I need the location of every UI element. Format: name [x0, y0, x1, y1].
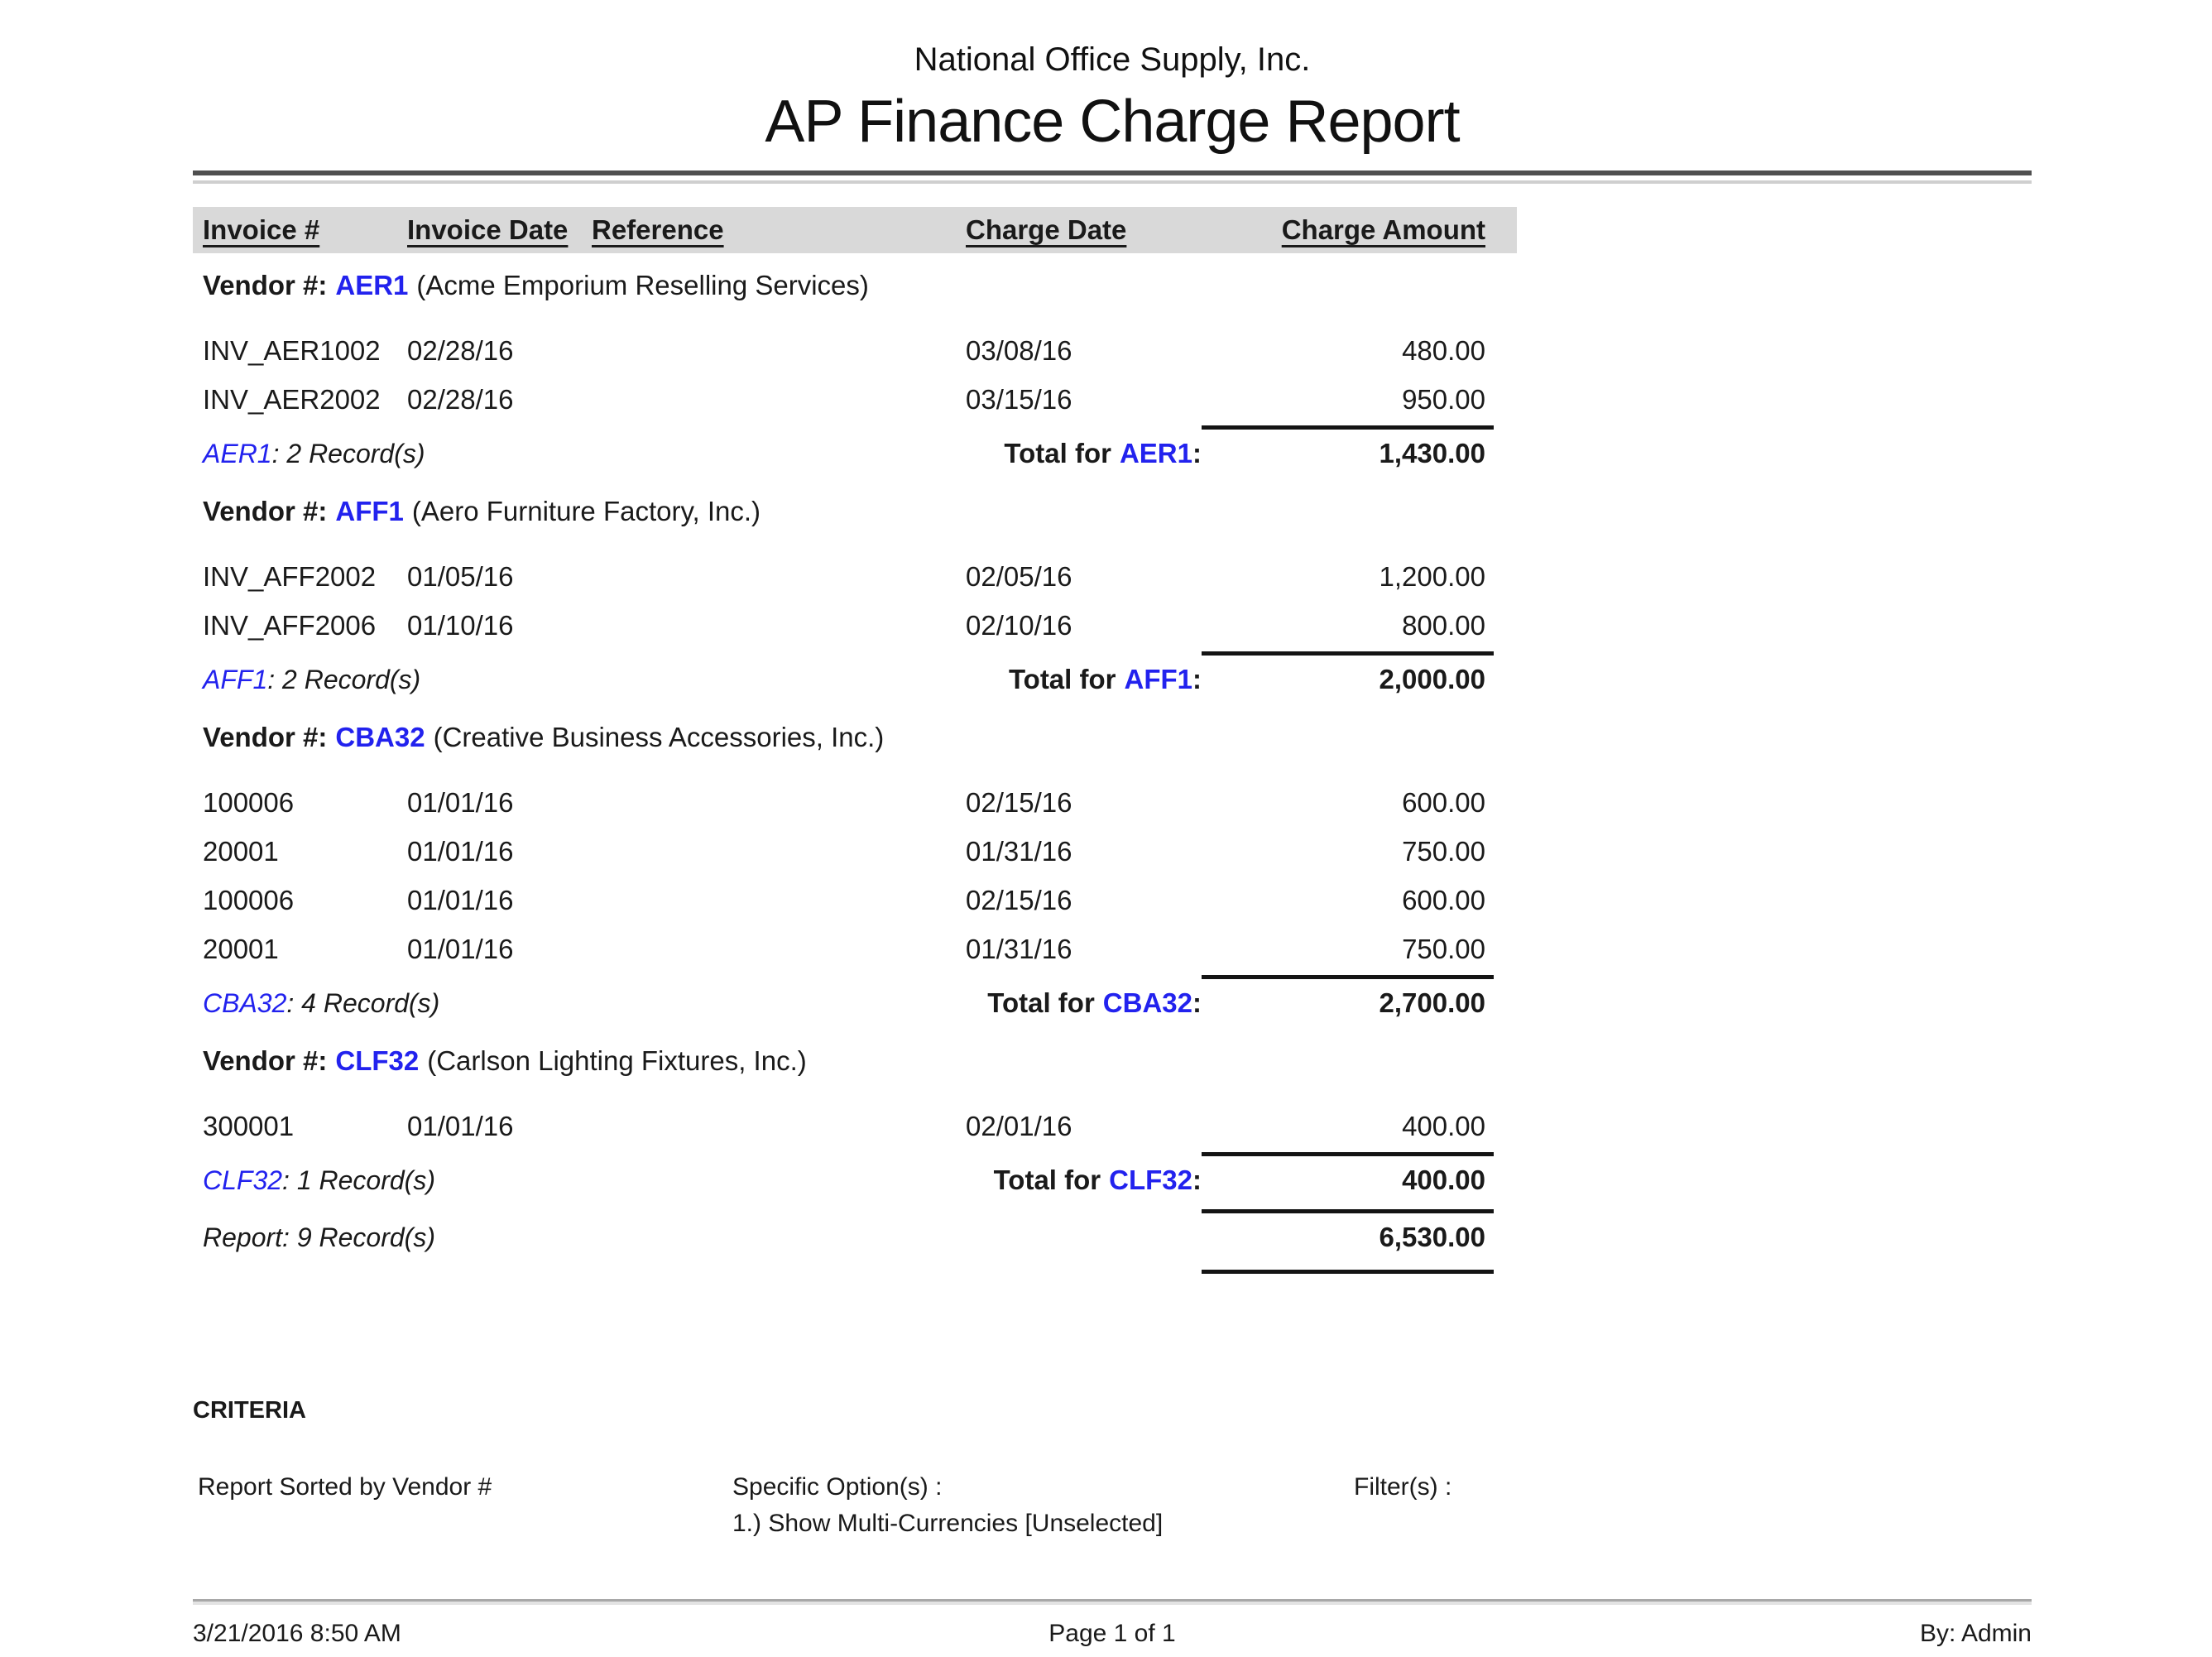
vendor-header — [193, 1042, 1517, 1080]
record-count-text: : 1 Record(s) — [282, 1165, 435, 1195]
report-total-overline — [1202, 1209, 1494, 1213]
footer-page-number: Page 1 of 1 — [1048, 1620, 1176, 1647]
record-count-vendor-code: CLF32 — [203, 1165, 283, 1195]
vendor-name: (Aero Furniture Factory, Inc.) — [411, 496, 761, 526]
charges-table — [193, 207, 1517, 1274]
column-header-charge-date: Charge Date — [966, 214, 1127, 245]
total-vendor-code: AFF1 — [1124, 664, 1192, 694]
criteria-specific-options — [732, 1473, 1163, 1538]
charge-date-cell: 03/08/16 — [966, 334, 1072, 366]
charge-amount-cell: 600.00 — [1402, 884, 1485, 915]
charge-amount-cell: 950.00 — [1402, 383, 1485, 415]
vendor-header — [193, 492, 1517, 531]
title-divider — [193, 171, 2032, 184]
record-count-text: : 2 Record(s) — [271, 438, 425, 468]
vendor-code: CBA32 — [335, 722, 425, 752]
vendor-total-row — [193, 984, 1517, 1022]
total-for-label: Total for — [987, 987, 1095, 1018]
charge-amount-cell: 400.00 — [1402, 1110, 1485, 1141]
vendor-total-label — [987, 987, 1202, 1019]
total-colon: : — [1192, 664, 1202, 694]
vendor-code: CLF32 — [335, 1045, 420, 1076]
invoice-date-cell: 01/01/16 — [407, 1110, 514, 1141]
charge-amount-cell: 1,200.00 — [1379, 560, 1485, 592]
vendor-total-amount: 1,430.00 — [1379, 438, 1485, 468]
vendor-prefix-label: Vendor #: — [203, 496, 328, 526]
page-footer — [193, 1599, 2032, 1653]
table-row — [193, 1102, 1517, 1150]
vendor-code: AER1 — [335, 270, 409, 300]
record-count-note — [193, 1165, 994, 1196]
column-header-invoice-date: Invoice Date — [407, 214, 569, 245]
record-count-note — [193, 439, 1004, 469]
total-overline — [1202, 1152, 1494, 1156]
criteria-filters-label: Filter(s) : — [1354, 1473, 1452, 1501]
report-total-amount: 6,530.00 — [1379, 1222, 1485, 1252]
record-count-note — [193, 665, 1009, 695]
specific-options-label: Specific Option(s) : — [732, 1473, 943, 1501]
invoice-cell: INV_AER1002 — [203, 334, 381, 366]
charge-date-cell: 02/01/16 — [966, 1110, 1072, 1141]
vendor-prefix-label: Vendor #: — [203, 722, 328, 752]
table-row — [193, 552, 1517, 601]
vendor-name: (Creative Business Accessories, Inc.) — [433, 722, 885, 752]
vendor-total-amount: 400.00 — [1402, 1165, 1485, 1195]
total-overline — [1202, 425, 1494, 430]
total-overline — [1202, 975, 1494, 979]
total-for-label: Total for — [1008, 664, 1116, 694]
vendor-total-label — [1004, 438, 1202, 469]
record-count-note — [193, 988, 987, 1019]
criteria-heading: CRITERIA — [193, 1397, 306, 1424]
specific-option-item: 1.) Show Multi-Currencies [Unselected] — [732, 1510, 1164, 1537]
table-row — [193, 876, 1517, 925]
table-row — [193, 925, 1517, 973]
vendor-name: (Carlson Lighting Fixtures, Inc.) — [427, 1045, 807, 1076]
invoice-cell: INV_AFF2006 — [203, 609, 377, 641]
footer-datetime: 3/21/2016 8:50 AM — [193, 1620, 401, 1647]
invoice-date-cell: 01/05/16 — [407, 560, 514, 592]
invoice-cell: INV_AER2002 — [203, 383, 381, 415]
company-name: National Office Supply, Inc. — [914, 41, 1311, 78]
vendor-name: (Acme Emporium Reselling Services) — [416, 270, 869, 300]
total-colon: : — [1192, 987, 1202, 1018]
vendor-header — [193, 718, 1517, 756]
charge-date-cell: 02/15/16 — [966, 786, 1072, 818]
charge-amount-cell: 600.00 — [1402, 786, 1485, 818]
total-vendor-code: AER1 — [1119, 438, 1192, 468]
invoice-date-cell: 01/10/16 — [407, 609, 514, 641]
vendor-total-row — [193, 435, 1517, 473]
invoice-cell: 300001 — [203, 1110, 295, 1141]
charge-date-cell: 02/10/16 — [966, 609, 1072, 641]
column-header-invoice: Invoice # — [203, 214, 320, 245]
record-count-text: : 4 Record(s) — [286, 987, 440, 1018]
column-header-reference: Reference — [592, 214, 724, 245]
invoice-date-cell: 01/01/16 — [407, 884, 514, 915]
invoice-date-cell: 02/28/16 — [407, 334, 514, 366]
footer-user: By: Admin — [1919, 1620, 2032, 1647]
table-row — [193, 827, 1517, 876]
invoice-cell: 20001 — [203, 835, 279, 867]
invoice-date-cell: 01/01/16 — [407, 786, 514, 818]
report-summary-row — [193, 1218, 1517, 1256]
table-row — [193, 375, 1517, 424]
vendor-header — [193, 267, 1517, 305]
total-colon: : — [1192, 1165, 1202, 1195]
vendor-total-amount: 2,700.00 — [1379, 987, 1485, 1018]
table-row — [193, 778, 1517, 827]
invoice-cell: 100006 — [203, 884, 295, 915]
invoice-date-cell: 01/01/16 — [407, 933, 514, 964]
vendor-prefix-label: Vendor #: — [203, 270, 328, 300]
table-row — [193, 326, 1517, 375]
record-count-vendor-code: CBA32 — [203, 987, 287, 1018]
criteria-section — [193, 1397, 2032, 1537]
invoice-cell: 20001 — [203, 933, 279, 964]
total-vendor-code: CBA32 — [1102, 987, 1192, 1018]
report-content — [193, 0, 2032, 1657]
title-divider-dark-line — [193, 171, 2032, 175]
total-colon: : — [1192, 438, 1202, 468]
charge-date-cell: 02/15/16 — [966, 884, 1072, 915]
vendor-total-row — [193, 1161, 1517, 1199]
footer-row — [193, 1620, 2032, 1653]
invoice-cell: INV_AFF2002 — [203, 560, 377, 592]
invoice-date-cell: 01/01/16 — [407, 835, 514, 867]
vendor-total-label — [1009, 664, 1202, 695]
total-vendor-code: CLF32 — [1109, 1165, 1192, 1195]
charge-date-cell: 02/05/16 — [966, 560, 1072, 592]
table-header-row — [193, 207, 1517, 253]
vendor-total-label — [994, 1165, 1202, 1196]
charge-date-cell: 03/15/16 — [966, 383, 1072, 415]
vendor-prefix-label: Vendor #: — [203, 1045, 328, 1076]
record-count-vendor-code: AER1 — [203, 438, 272, 468]
charge-amount-cell: 750.00 — [1402, 835, 1485, 867]
criteria-sorted-by: Report Sorted by Vendor # — [198, 1473, 492, 1501]
footer-divider — [193, 1599, 2032, 1605]
invoice-date-cell: 02/28/16 — [407, 383, 514, 415]
record-count-text: : 2 Record(s) — [267, 664, 421, 694]
charge-amount-cell: 800.00 — [1402, 609, 1485, 641]
column-header-charge-amount: Charge Amount — [1281, 214, 1485, 245]
charge-date-cell: 01/31/16 — [966, 835, 1072, 867]
record-count-vendor-code: AFF1 — [203, 664, 268, 694]
report-record-count: Report: 9 Record(s) — [203, 1222, 435, 1252]
total-for-label: Total for — [1004, 438, 1111, 468]
vendor-total-row — [193, 660, 1517, 699]
vendor-total-amount: 2,000.00 — [1379, 664, 1485, 694]
charge-amount-cell: 480.00 — [1402, 334, 1485, 366]
charge-amount-cell: 750.00 — [1402, 933, 1485, 964]
report-total-underline — [1202, 1270, 1494, 1274]
title-divider-light-line — [193, 180, 2032, 184]
page-title: AP Finance Charge Report — [765, 89, 1460, 155]
total-overline — [1202, 651, 1494, 656]
charge-date-cell: 01/31/16 — [966, 933, 1072, 964]
invoice-cell: 100006 — [203, 786, 295, 818]
table-row — [193, 601, 1517, 650]
total-for-label: Total for — [993, 1165, 1101, 1195]
vendor-code: AFF1 — [335, 496, 404, 526]
